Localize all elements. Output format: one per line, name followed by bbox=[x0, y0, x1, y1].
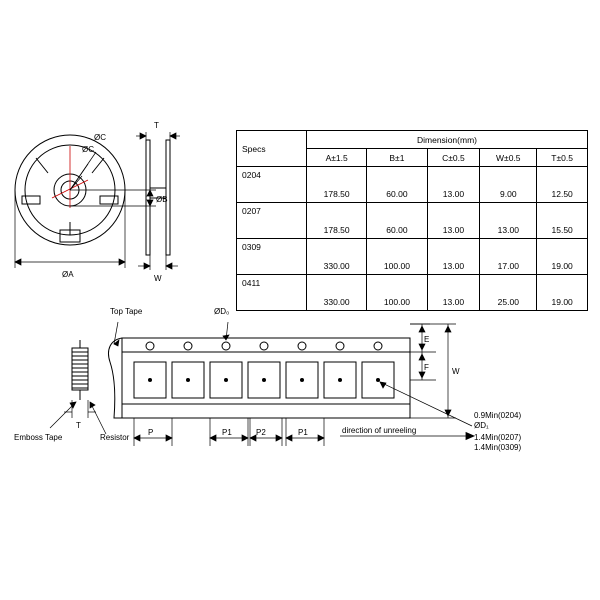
label-w: W bbox=[154, 274, 162, 283]
label-direction: direction of unreeling bbox=[342, 426, 417, 435]
row-model: 0204 bbox=[237, 167, 307, 203]
table-col-w: W±0.5 bbox=[480, 149, 537, 167]
label-dim-p: P bbox=[148, 428, 154, 437]
table-corner-header: Specs bbox=[237, 131, 307, 167]
reel-figure bbox=[8, 118, 223, 298]
label-dim-p2: P2 bbox=[256, 428, 266, 437]
label-emboss-tape: Emboss Tape bbox=[14, 433, 63, 442]
row-model: 0411 bbox=[237, 275, 307, 311]
tape-figure bbox=[10, 300, 590, 490]
sprocket-holes bbox=[146, 342, 382, 350]
label-t: T bbox=[154, 121, 159, 130]
label-dia-d1: ØD₁ bbox=[474, 421, 489, 430]
tape-peel bbox=[109, 338, 123, 418]
cell-c: 13.00 bbox=[427, 239, 480, 275]
table-col-t: T±0.5 bbox=[537, 149, 588, 167]
cell-t: 12.50 bbox=[537, 167, 588, 203]
row-model: 0309 bbox=[237, 239, 307, 275]
table-row bbox=[237, 167, 588, 203]
label-dia-d0: ØD₀ bbox=[214, 307, 230, 316]
table-col-b: B±1 bbox=[367, 149, 427, 167]
cell-w: 25.00 bbox=[480, 275, 537, 311]
cell-a: 178.50 bbox=[307, 203, 367, 239]
table-group-header: Dimension(mm) bbox=[307, 131, 588, 149]
label-dim-e: E bbox=[424, 335, 430, 344]
cell-a: 330.00 bbox=[307, 239, 367, 275]
cell-b: 60.00 bbox=[367, 167, 427, 203]
component-dots bbox=[148, 378, 380, 382]
spec-table bbox=[236, 130, 588, 311]
cell-w: 9.00 bbox=[480, 167, 537, 203]
table-row bbox=[237, 203, 588, 239]
table-col-c: C±0.5 bbox=[427, 149, 480, 167]
cell-t: 15.50 bbox=[537, 203, 588, 239]
cell-c: 13.00 bbox=[427, 275, 480, 311]
reel-side-view-left bbox=[146, 140, 150, 255]
table-col-a: A±1.5 bbox=[307, 149, 367, 167]
reel-slot-right bbox=[100, 196, 118, 204]
cell-b: 100.00 bbox=[367, 275, 427, 311]
label-resistor: Resistor bbox=[100, 433, 130, 442]
cell-w: 17.00 bbox=[480, 239, 537, 275]
table-row bbox=[237, 239, 588, 275]
cell-a: 330.00 bbox=[307, 275, 367, 311]
cell-a: 178.50 bbox=[307, 167, 367, 203]
cell-c: 13.00 bbox=[427, 203, 480, 239]
label-dia-c-2: ØC bbox=[82, 145, 94, 154]
resistor-body bbox=[72, 340, 88, 400]
note-0204: 0.9Min(0204) bbox=[474, 411, 522, 420]
label-dia-b: ØB bbox=[156, 195, 168, 204]
row-model: 0207 bbox=[237, 203, 307, 239]
label-dim-w: W bbox=[452, 367, 460, 376]
label-dim-f: F bbox=[424, 363, 429, 372]
cell-c: 13.00 bbox=[427, 167, 480, 203]
label-dia-c: ØC bbox=[94, 133, 106, 142]
cell-t: 19.00 bbox=[537, 275, 588, 311]
label-dim-p1-right: P1 bbox=[298, 428, 308, 437]
label-top-tape: Top Tape bbox=[110, 307, 143, 316]
label-tape-t: T bbox=[76, 421, 81, 430]
note-0207: 1.4Min(0207) bbox=[474, 433, 522, 442]
note-0309: 1.4Min(0309) bbox=[474, 443, 522, 452]
cell-t: 19.00 bbox=[537, 239, 588, 275]
cell-b: 100.00 bbox=[367, 239, 427, 275]
cell-b: 60.00 bbox=[367, 203, 427, 239]
cell-w: 13.00 bbox=[480, 203, 537, 239]
label-dia-a: ØA bbox=[62, 270, 74, 279]
reel-slot-left bbox=[22, 196, 40, 204]
label-dim-p1-left: P1 bbox=[222, 428, 232, 437]
